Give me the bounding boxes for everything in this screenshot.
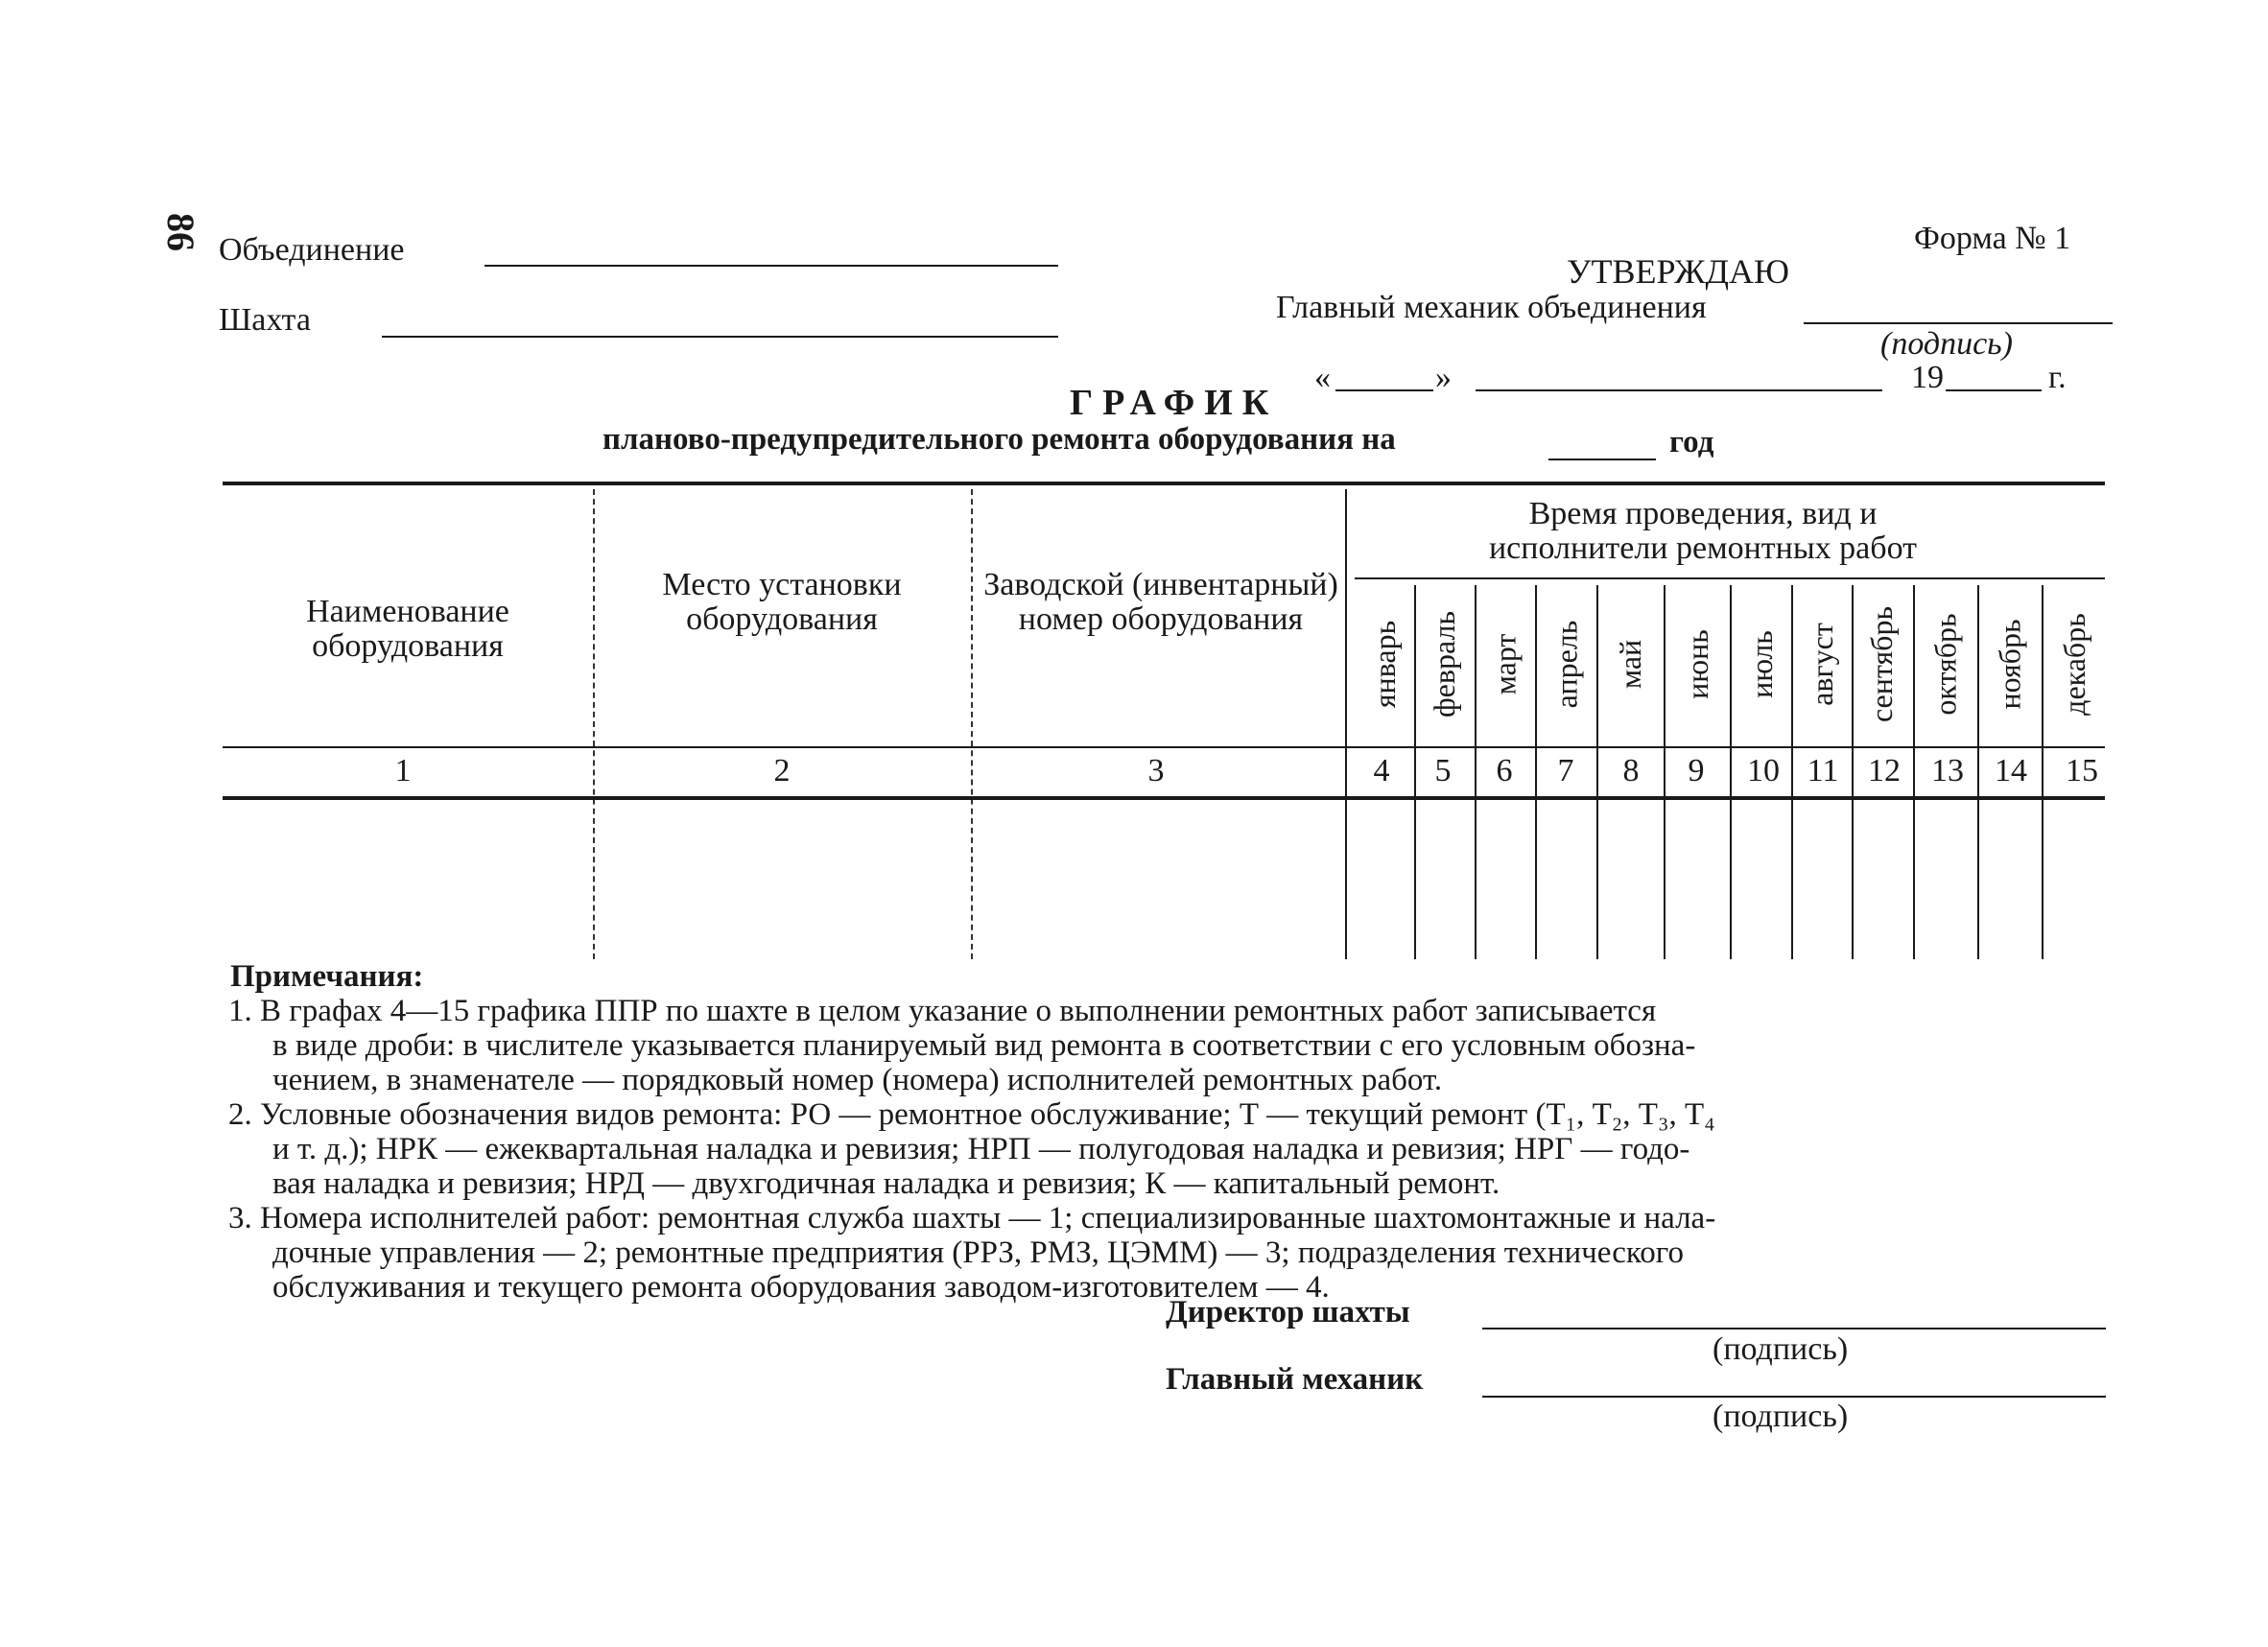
month-label <box>1416 587 1474 741</box>
table-row[interactable] <box>223 802 2105 955</box>
month-label <box>1602 587 1660 741</box>
column-number: 1 <box>394 753 412 788</box>
header-repair-time: Время проведения, вид и исполнители ремонтных работ <box>1488 496 1917 566</box>
table-top-rule <box>223 482 2105 485</box>
month-label-text: декабрь <box>2056 612 2091 716</box>
year-suffix: г. <box>2048 360 2067 395</box>
note-line: чением, в знаменателе — порядковый номер (номера) исполнителей ремонтных работ. <box>272 1063 1443 1097</box>
month-label <box>1854 587 1911 741</box>
column-number: 9 <box>1688 753 1705 788</box>
signature-hint: (подпись) <box>1880 326 2013 362</box>
column-number: 11 <box>1807 753 1839 788</box>
column-number: 7 <box>1557 753 1574 788</box>
schedule-year-field[interactable] <box>1548 459 1656 460</box>
page-number: 86 <box>159 213 202 251</box>
note-line: обслуживания и текущего ремонта оборудования заводом-изготовителем — 4. <box>272 1270 1330 1305</box>
form-number: Форма № 1 <box>1914 221 2071 256</box>
mechanic-signature-hint: (подпись) <box>1713 1399 1849 1434</box>
approver-label: Главный механик объединения <box>1276 290 1707 325</box>
month-label-text: август <box>1804 622 1839 706</box>
month-label-text: январь <box>1367 620 1403 708</box>
month-label-text: июнь <box>1679 628 1714 699</box>
note-line: 1. В графах 4—15 графика ППР по шахте в целом указание о выполнении ремонтных работ записывается <box>228 994 1657 1028</box>
column-number: 5 <box>1434 753 1452 788</box>
month-label <box>1477 587 1534 741</box>
header-serial-number: Заводской (инвентарный) номер оборудования <box>983 567 1338 637</box>
column-number: 2 <box>773 753 791 788</box>
column-number: 12 <box>1868 753 1901 788</box>
column-number: 10 <box>1747 753 1780 788</box>
column-number: 4 <box>1373 753 1390 788</box>
month-label-text: сентябрь <box>1864 605 1900 722</box>
note-line: и т. д.); НРК — ежеквартальная наладка и ревизия; НРП — полугодовая наладка и ревизия; НРГ — годо- <box>272 1132 1690 1166</box>
mine-label: Шахта <box>219 302 311 338</box>
month-label-text: апрель <box>1548 620 1584 708</box>
approve-title: УТВЕРЖДАЮ <box>1567 252 1790 291</box>
document-subtitle-end: год <box>1669 425 1714 459</box>
note-line: вая наладка и ревизия; НРД — двухгодичная наладка и ревизия; К — капитальный ремонт. <box>272 1166 1500 1201</box>
mine-field[interactable] <box>382 336 1058 338</box>
org-field[interactable] <box>484 265 1058 267</box>
mechanic-label: Главный механик <box>1166 1362 1424 1397</box>
note-line: 3. Номера исполнителей работ: ремонтная служба шахты — 1; специализированные шахтомонтажные и нала- <box>228 1201 1716 1235</box>
month-label-text: октябрь <box>1927 612 1963 716</box>
director-signature-field[interactable] <box>1482 1328 2106 1329</box>
column-number: 15 <box>2066 753 2098 788</box>
note-line: 2. Условные обозначения видов ремонта: РО — ремонтное обслуживание; Т — текущий ремонт (Т₁, Т₂, Т₃, Т₄ <box>228 1097 1715 1132</box>
numbers-bottom-rule <box>223 796 2105 800</box>
month-label <box>1733 587 1790 741</box>
org-label: Объединение <box>219 232 405 268</box>
document-subtitle: планово-предупредительного ремонта оборудования на <box>602 422 1396 457</box>
month-label <box>1793 587 1851 741</box>
month-label <box>1917 587 1974 741</box>
date-year-field[interactable] <box>1946 389 2042 391</box>
month-label <box>2045 587 2103 741</box>
month-label <box>1668 587 1726 741</box>
date-day-field[interactable] <box>1335 389 1433 391</box>
month-label-text: февраль <box>1427 610 1462 718</box>
mechanic-signature-field[interactable] <box>1482 1396 2106 1398</box>
column-number: 8 <box>1622 753 1640 788</box>
month-label-text: май <box>1613 639 1648 689</box>
month-label-text: ноябрь <box>1992 618 2027 710</box>
note-line: в виде дроби: в числителе указывается планируемый вид ремонта в соответствии с его условным обозна- <box>272 1028 1696 1063</box>
date-month-field[interactable] <box>1476 389 1882 391</box>
director-label: Директор шахты <box>1166 1295 1410 1329</box>
header-bottom-rule <box>223 746 2105 748</box>
months-top-rule <box>1355 577 2105 579</box>
date-open-quote: « <box>1314 360 1331 395</box>
header-equipment-name: Наименование оборудования <box>306 594 509 664</box>
note-line: дочные управления — 2; ремонтные предприятия (РРЗ, РМЗ, ЦЭММ) — 3; подразделения технического <box>272 1235 1684 1270</box>
director-signature-hint: (подпись) <box>1713 1331 1849 1367</box>
column-number: 6 <box>1496 753 1513 788</box>
column-number: 13 <box>1931 753 1964 788</box>
date-close-quote: » <box>1435 360 1452 395</box>
document-title: ГРАФИК <box>1070 383 1279 423</box>
column-number: 3 <box>1147 753 1165 788</box>
approver-signature-field[interactable] <box>1804 322 2113 324</box>
month-label <box>1538 587 1595 741</box>
column-number: 14 <box>1995 753 2027 788</box>
month-label <box>1357 587 1414 741</box>
month-label <box>1981 587 2039 741</box>
year-prefix: 19 <box>1911 360 1944 395</box>
month-label-text: июль <box>1743 629 1779 698</box>
month-label-text: март <box>1487 633 1523 694</box>
notes-heading: Примечания: <box>230 959 424 994</box>
header-installation-place: Место установки оборудования <box>662 567 902 637</box>
